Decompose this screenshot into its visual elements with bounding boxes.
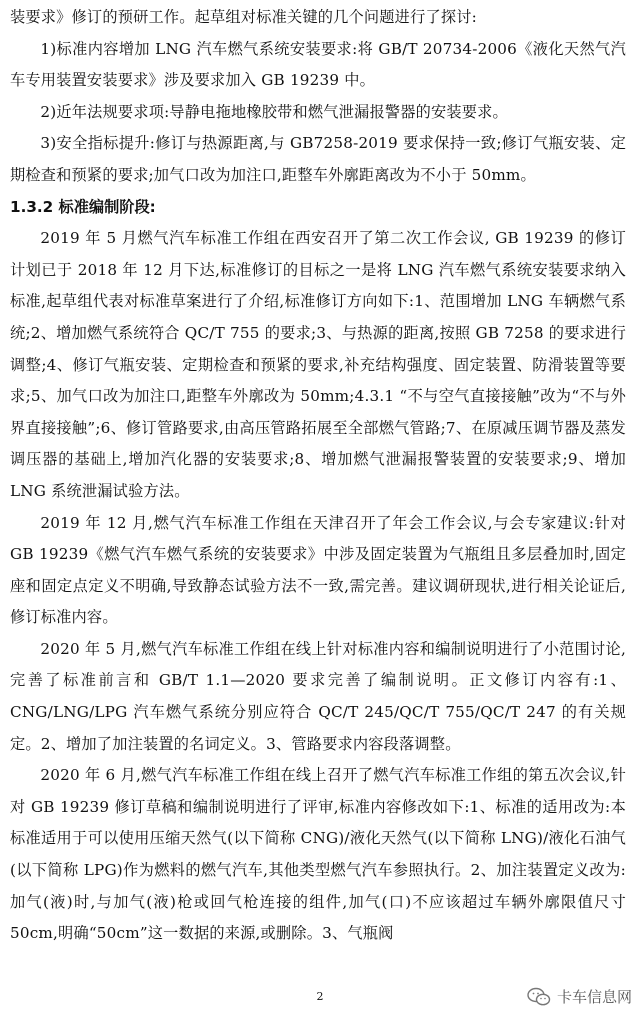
paragraph-item-2: 2)近年法规要求项:导静电拖地橡胶带和燃气泄漏报警器的安装要求。 <box>40 102 508 121</box>
paragraph-2020-jun: 2020 年 6 月,燃气汽车标准工作组在线上召开了燃气汽车标准工作组的第五次会议,针对 GB 19239 修订草稿和编制说明进行了评审,标准内容修改如下:1、标准的适用改为:本标准适用于可以使用压缩天然气(以下简称 CNG)/液化天然气(以下简称 LNG)/液化石油气(以下简称 LPG)作为燃料的燃气汽车,其他类型燃气汽车参照执行。2、加注装置定义改为:加气(液)时,与加气(液)枪或回气枪连接的组件,加气(口)不应该超过车辆外廓限值尺寸 50cm,明确“50cm”这一数据的来源,或删除。3、气瓶阀 <box>10 766 626 943</box>
section-heading: 1.3.2 标准编制阶段: <box>10 197 156 216</box>
paragraph-intro: 装要求》修订的预研工作。起草组对标准关键的几个问题进行了探讨: <box>10 8 477 26</box>
watermark <box>527 986 632 1007</box>
paragraph-2020-may: 2020 年 5 月,燃气汽车标准工作组在线上针对标准内容和编制说明进行了小范围讨论,完善了标准前言和 GB/T 1.1—2020 要求完善了编制说明。正文修订内容有:1、CNG/LNG/LPG 汽车燃气系统分别应符合 QC/T 245/QC/T 755/QC/T 247 的有关规定。2、增加了加注装置的名词定义。3、管路要求内容段落调整。 <box>10 639 626 753</box>
page-number: 2 <box>316 990 324 1003</box>
paragraph-item-1: 1)标准内容增加 LNG 汽车燃气系统安装要求:将 GB/T 20734-2006《液化天然气汽车专用装置安装要求》涉及要求加入 GB 19239 中。 <box>10 39 626 90</box>
watermark-text: 卡车信息网 <box>556 988 632 1006</box>
paragraph-2019-may: 2019 年 5 月燃气汽车标准工作组在西安召开了第二次工作会议, GB 19239 的修订计划已于 2018 年 12 月下达,标准修订的目标之一是将 LNG 汽车燃气系统安装要求纳入标准,起草组代表对标准草案进行了介绍,标准修订方向如下:1、范围增加 LNG 车辆燃气系统;2、增加燃气系统符合 QC/T 755 的要求;3、与热源的距离,按照 GB 7258 的要求进行调整;4、修订气瓶安装、定期检查和预紧的要求,补充结构强度、固定装置、防滑装置等要求;5、加气口改为加注口,距整车外廓改为 50mm;4.3.1 “不与空气直接接触”改为“不与外界直接接触”;6、修订管路要求,由高压管路拓展至全部燃气管路;7、在原减压调节器及蒸发调压器的基础上,增加汽化器的安装要求;8、增加燃气泄漏报警装置的安装要求;9、增加 LNG 系统泄漏试验方法。 <box>10 229 626 500</box>
paragraph-2019-dec: 2019 年 12 月,燃气汽车标准工作组在天津召开了年会工作会议,与会专家建议:针对 GB 19239《燃气汽车燃气系统的安装要求》中涉及固定装置为气瓶组且多层叠加时,固定座和固定点定义不明确,导致静态试验方法不一致,需完善。建议调研现状,进行相关论证后,修订标准内容。 <box>10 513 626 627</box>
paragraph-item-3: 3)安全指标提升:修订与热源距离,与 GB7258-2019 要求保持一致;修订气瓶安装、定期检查和预紧的要求;加气口改为加注口,距整车外廓距离改为不小于 50mm。 <box>10 134 626 184</box>
wechat-icon <box>527 987 551 1007</box>
